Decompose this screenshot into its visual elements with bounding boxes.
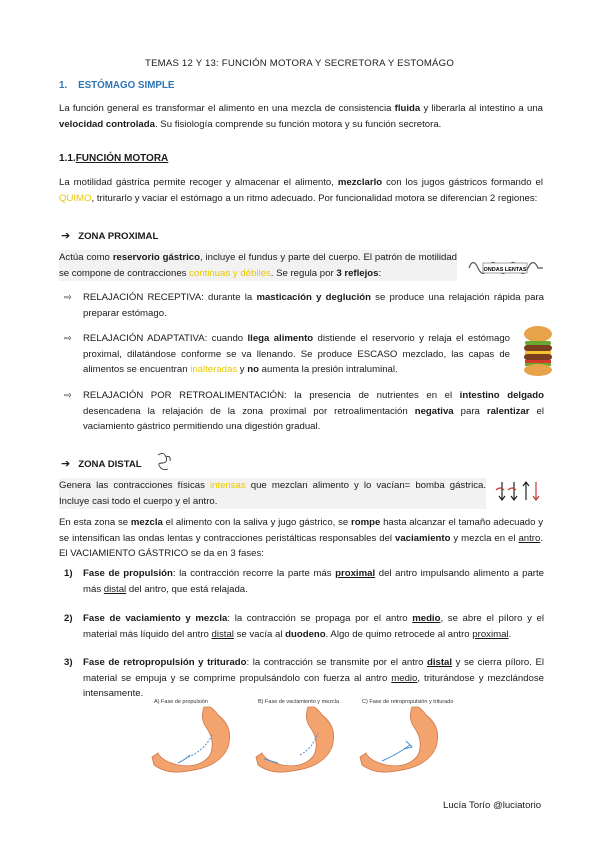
hollow-arrow-icon: ⇨ [64,292,72,302]
heading-label: ZONA DISTAL [78,459,142,470]
text: para [453,405,487,417]
stomach-figure-propulsion [148,699,248,775]
text: RELAJACIÓN ADAPTATIVA: cuando [83,333,248,344]
intro-paragraph [59,101,543,132]
text: : [378,267,382,279]
text-highlight: QUIMO [59,192,92,204]
text: del antro impulsando alimento a parte más [83,568,544,595]
list-number: 3) [64,657,73,668]
wave-label: ONDAS LENTAS [483,267,527,273]
section-heading-funcion-motora [59,153,168,164]
text: . Se regula por [270,267,337,279]
text: y mezcla en el [450,532,519,544]
list-number: 1) [64,568,73,579]
text: . Algo de quimo retrocede al antro [325,628,473,640]
text-bold: no [247,364,260,375]
text: desencadena la relajación de la zona proximal por retroalimentación [83,405,415,417]
text-underlined: antro [518,532,541,544]
text-highlight: inalteradas [190,364,238,375]
reflejo-adaptativa [64,331,510,378]
text: con los jugos gástricos formando el [382,177,543,188]
text-bold: llega alimento [247,333,314,344]
text: : la contracción se propaga por el antro [227,613,413,624]
text: hasta alcanzar el tamaño adecuado y se intensifican las ondas lentas y contracciones peristálticas responsables del [59,517,544,544]
text: . Su fisiología comprende su función motora y su función secretora. [154,118,442,130]
text-bold-underlined: proximal [335,568,376,579]
text-bold-underlined: distal [427,657,453,668]
zona-proximal-box [59,250,457,281]
text-bold: masticación y deglución [256,292,371,303]
text-bold: 3 reflejos [336,267,379,279]
text-bold: Fase de propulsión [83,568,173,579]
text: Genera las contracciones físicas [59,480,210,491]
text: , incluye el fundus y parte del cuerpo. El patrón de motilidad se compone de contracciones [59,252,457,279]
hollow-arrow-icon: ⇨ [64,390,72,400]
text-bold: rompe [350,517,381,528]
stomach-figure-retropropulsion [356,699,456,775]
zona-distal-box [59,478,486,509]
motora-paragraph [59,175,543,206]
text-bold: duodeno [285,628,326,640]
text-bold: negativa [414,405,454,417]
text: Actúa como [59,252,113,263]
text: La motilidad gástrica permite recoger y almacenar el alimento, [59,177,338,188]
section-label: ESTÓMAGO SIMPLE [78,80,175,91]
text-underlined: distal [211,628,234,640]
zona-proximal-heading [61,229,158,242]
text-bold: intestino delgado [459,390,544,401]
author-footer: Lucía Torío @luciatorio [443,800,542,811]
slow-waves-icon [468,252,544,282]
text: En esta zona se [59,517,131,528]
fase-3 [64,655,544,702]
figure-label: B) Fase de vaciamiento y mezcla [258,699,340,705]
text-bold: mezclarlo [337,177,383,188]
section-heading-estomago-simple [59,80,174,91]
text-bold: Fase de retropropulsión y triturado [83,657,247,668]
text: , triturarlo y vaciar el estómago a un ritmo adecuado. Por funcionalidad motora se diferencian 2 regiones: [91,192,538,204]
text: el alimento con la saliva y jugo gástrico, se [162,517,351,528]
text: y [237,364,248,375]
text: . [508,628,512,640]
text-bold: fluida [394,103,421,114]
heading-label: ZONA PROXIMAL [78,231,159,242]
zona-distal-paragraph [59,515,543,562]
section-label: FUNCIÓN MOTORA [75,153,169,164]
text: y se cierra píloro. El material se empuja y se comprime propulsándolo con fuerza al antro [83,657,544,684]
text: La función general es transformar el alimento en una mezcla de consistencia [59,103,395,114]
section-number: 1. [59,80,68,91]
text: y liberarla al intestino a una [420,103,543,114]
text: se vacía al [233,628,286,640]
text-underlined: distal [103,583,127,595]
pump-arrows-icon [494,478,544,506]
zona-distal-heading [61,457,142,470]
text: aumenta la presión intraluminal. [259,364,398,375]
text: RELAJACIÓN RECEPTIVA: durante la [83,292,257,303]
text-highlight: continuas y débiles [189,267,271,279]
text-bold-underlined: medio [412,613,441,624]
section-number: 1.1. [59,153,76,164]
text: el vaciamiento gástrico permitiendo una digestión gradual. [83,405,544,432]
text-underlined: proximal [472,628,509,640]
text: . El VACIAMIENTO GÁSTRICO se da en 3 fases: [59,532,543,559]
text: : la contracción se transmite por el antro [246,657,427,668]
text-bold: vaciamiento [394,532,451,544]
figure-label: C) Fase de retropropulsión y triturado [362,699,454,705]
text: distiende el reservorio y relaja el estómago proximal, dilatándose conforme se va llenando. Se produce ESCASO mezclado, las capas de alimentos se encuentran [83,333,510,375]
fase-1 [64,566,544,597]
text: se produce una relajación rápida para preparar estómago. [83,292,544,319]
burger-layers-image [522,326,554,378]
text-highlight: intensas [209,480,246,491]
text-bold: mezcla [130,517,163,528]
text-bold: Fase de vaciamiento y mezcla [83,613,228,624]
text: RELAJACIÓN POR RETROALIMENTACIÓN: la presencia de nutrientes en el [83,390,460,401]
arrow-right-icon: ➔ [61,458,71,470]
arrow-right-icon: ➔ [61,230,71,242]
hollow-arrow-icon: ⇨ [64,333,72,343]
text-underlined: medio [391,672,418,684]
text: , se abre el píloro y el material más líquido del antro [83,613,544,640]
list-number: 2) [64,613,73,624]
figure-label: A) Fase de propulsión [154,699,208,705]
text: : la contracción recorre la parte más [172,568,336,579]
page-title: TEMAS 12 Y 13: FUNCIÓN MOTORA Y SECRETORA Y ESTOMÁGO [145,58,454,69]
reflejo-retroalimentacion [64,388,544,435]
text: del antro, que está relajada. [126,583,248,595]
text-bold: reservorio gástrico [112,252,200,263]
fase-2 [64,611,544,642]
squiggle-icon [154,451,174,473]
text-bold: ralentizar [486,405,530,417]
text: , triturándose y mezclándose intensamente. [83,672,544,699]
stomach-figure-vaciamiento [252,699,352,775]
reflejo-receptiva [64,290,544,321]
text-bold: velocidad controlada [59,118,155,130]
text: que mezclan alimento y lo vacían= bomba gástrica. Incluye casi todo el cuerpo y el antro. [59,480,486,507]
